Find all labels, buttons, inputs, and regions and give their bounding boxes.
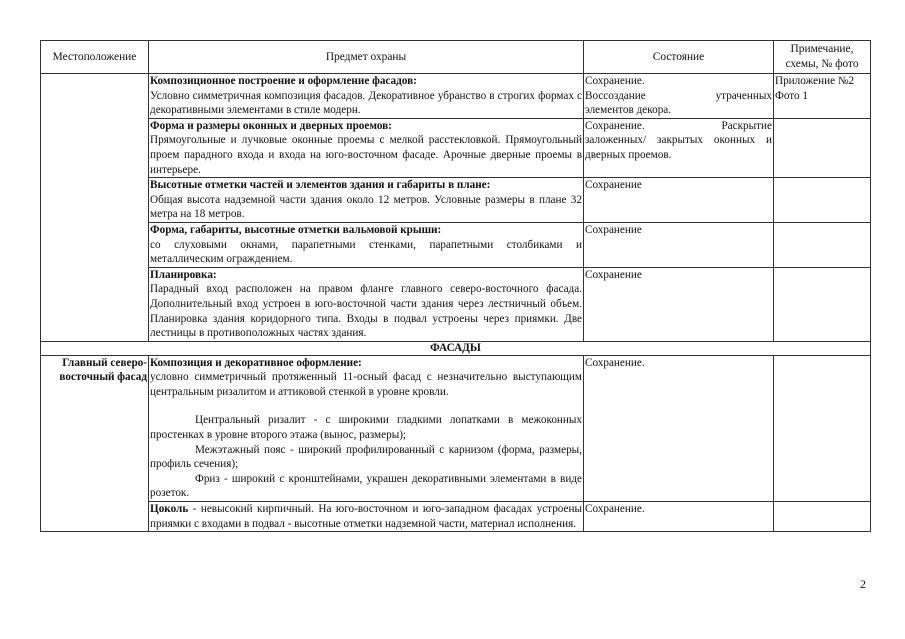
- subject-text: Центральный ризалит - с широкими гладкими лопатками в межоконных простенках в уровне второго этажа (вынос, размеры);: [150, 414, 582, 442]
- subject-text: Прямоугольные и лучковые оконные проемы с мелкой расстекловкой. Прямоугольный проем парадного входа и входа на юго-восточном фасаде. Арочные дверные проемы в интерьере.: [150, 134, 582, 176]
- subject-title: Высотные отметки частей и элементов здания и габариты в плане:: [150, 179, 491, 192]
- header-row: [41, 41, 871, 74]
- subject-cell: [149, 222, 584, 267]
- subject-title: Композиция и декоративное оформление:: [150, 356, 362, 369]
- state-cell: Сохранение: [584, 222, 774, 267]
- subject-text-inline: - невысокий кирпичный. На юго-восточном и юго-западном фасадах устроены приямки с входами в подвал - высотные отметки надземной части, материал исполнения.: [150, 503, 582, 530]
- state-cell: Сохранение.: [584, 502, 774, 532]
- subject-cell: [149, 178, 584, 223]
- note-cell: [774, 178, 871, 223]
- table-row: [41, 118, 871, 177]
- subject-text: Фриз - широкий с кронштейнами, украшен декоративными элементами в виде розеток.: [150, 472, 582, 500]
- note-text: Фото 1: [775, 89, 809, 102]
- state-cell: Сохранение: [584, 267, 774, 341]
- subject-text: Условно симметричная композиция фасадов. Декоративное убранство в строгих формах с декоративными элементами в стиле модерн.: [150, 89, 582, 117]
- location-cell-empty: [41, 74, 149, 342]
- subject-cell: [149, 355, 584, 501]
- header-location: Местоположение: [41, 41, 149, 74]
- subject-cell: [149, 502, 584, 532]
- state-word: Сохранение.: [585, 119, 645, 132]
- subject-text: со слуховыми окнами, парапетными стенками, парапетными столбиками и металлическим ограждением.: [150, 238, 582, 266]
- subject-text: [150, 502, 582, 531]
- state-text: элементов декора.: [585, 104, 672, 117]
- note-cell: [774, 118, 871, 177]
- location-cell: Главный северо-восточный фасад: [41, 355, 149, 532]
- subject-cell: [149, 74, 584, 119]
- state-cell: Сохранение: [584, 178, 774, 223]
- state-word: Раскрытие: [721, 119, 772, 132]
- subject-cell: [149, 267, 584, 341]
- state-cell: [584, 118, 774, 177]
- table-row: [41, 355, 871, 501]
- note-cell: [774, 267, 871, 341]
- subject-title: Композиционное построение и оформление фасадов:: [150, 75, 417, 87]
- subject-title: Цоколь: [150, 503, 189, 516]
- state-line: [585, 89, 772, 104]
- table-row: [41, 74, 871, 119]
- table-row: [41, 178, 871, 223]
- note-cell: [774, 222, 871, 267]
- section-row: [41, 341, 871, 355]
- note-cell: [774, 502, 871, 532]
- subject-title: Форма и размеры оконных и дверных проемов:: [150, 119, 392, 132]
- subject-title: Планировка:: [150, 268, 217, 281]
- state-text: заложенных/ закрытых оконных и дверных проемов.: [585, 134, 772, 161]
- subject-text: Межэтажный пояс - широкий профилированный с карнизом (форма, размеры, профиль сечения);: [150, 443, 582, 471]
- state-word: утраченных: [715, 89, 772, 102]
- header-note: Примечание, схемы, № фото: [774, 41, 871, 74]
- section-title: ФАСАДЫ: [41, 341, 871, 355]
- subject-cell: [149, 118, 584, 177]
- subject-text: Общая высота надземной части здания около 12 метров. Условные размеры в плане 32 метра на 18 метров.: [150, 193, 582, 221]
- page-number: 2: [860, 577, 866, 591]
- state-text: Сохранение.: [585, 75, 645, 87]
- protection-table: [40, 40, 871, 532]
- note-text: Приложение №2: [775, 75, 855, 87]
- subject-text: условно симметричный протяженный 11-осный фасад с незначительно выступающим центральным ризалитом и аттиковой стенкой в уровне кровли.: [150, 371, 582, 398]
- note-cell: [774, 355, 871, 501]
- state-cell: Сохранение.: [584, 355, 774, 501]
- subject-title: Форма, габариты, высотные отметки вальмовой крыши:: [150, 223, 442, 236]
- table-row: [41, 222, 871, 267]
- note-cell: [774, 74, 871, 119]
- subject-text: Парадный вход расположен на правом фланге главного северо-восточного фасада. Дополнительный вход устроен в юго-восточной части здания через лестничный объем. Планировка здания коридорного типа. Входы в подвал устроены через приямки. Две лестницы в противоположных частях здания.: [150, 283, 582, 340]
- state-word: Воссоздание: [585, 89, 646, 102]
- header-state: Состояние: [584, 41, 774, 74]
- state-cell: [584, 74, 774, 119]
- table-row: [41, 267, 871, 341]
- table-row: [41, 502, 871, 532]
- header-subject: Предмет охраны: [149, 41, 584, 74]
- state-line: [585, 119, 772, 134]
